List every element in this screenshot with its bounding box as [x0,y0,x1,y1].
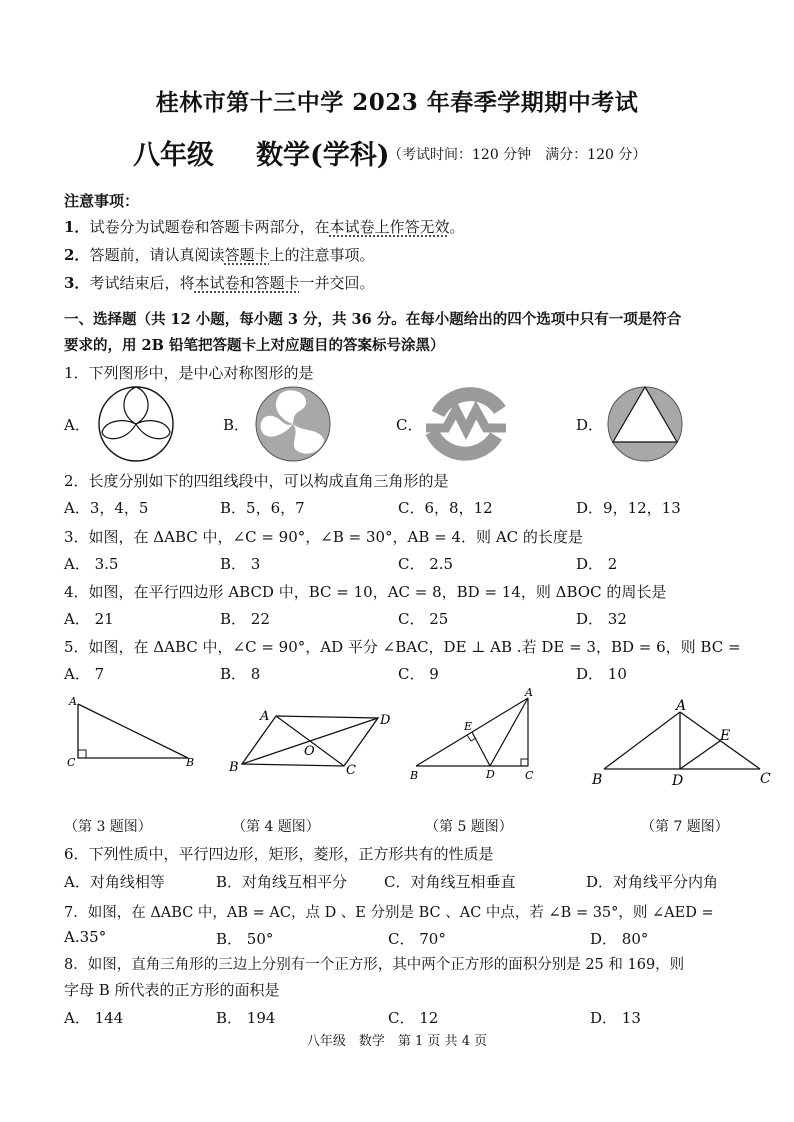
q4-stem: 4．如图，在平行四边形 ABCD 中，BC = 10，AC = 8，BD = 14，则 ΔBOC 的周长是 [64,583,667,601]
q6-option-a[interactable]: A．对角线相等 [64,873,165,891]
note-text: 一并交回。 [299,274,375,292]
q6-stem: 6．下列性质中，平行四边形，矩形，菱形，正方形共有的性质是 [64,845,494,863]
q2-stem: 2．长度分别如下的四组线段中，可以构成直角三角形的是 [64,472,449,490]
q5-option-a[interactable]: A． 7 [64,665,105,683]
q8-option-b[interactable]: B． 194 [216,1009,276,1027]
q5-option-c[interactable]: C． 9 [398,665,439,683]
q4-option-c[interactable]: C． 25 [398,610,449,628]
caption-fig5: （第 5 题图） [425,819,513,835]
fig7-label-b: B [592,772,603,788]
q7-option-c[interactable]: C． 70° [388,930,446,948]
q7-option-a[interactable]: A.35° [64,928,107,946]
q3-option-c[interactable]: C． 2.5 [398,555,454,573]
caption-fig3: （第 3 题图） [64,819,152,835]
note-emphasis: 本试卷和答题卡 [194,274,300,292]
q4-option-b[interactable]: B． 22 [220,610,270,628]
q4-option-a[interactable]: A． 21 [64,610,114,628]
note-emphasis: 本试卷上作答无效 [329,218,450,236]
q3-option-b[interactable]: B． 3 [220,555,261,573]
q2-option-b[interactable]: B．5，6，7 [220,499,305,517]
q5-option-d[interactable]: D． 10 [576,665,627,683]
note-item-1 [64,216,464,237]
note-text: 试卷分为试题卷和答题卡两部分，在 [89,218,330,236]
fig5-label-b: B [410,769,419,782]
figure-q7 [588,698,778,790]
grade-label: 八年级 [133,140,214,171]
fig7-label-d: D [672,773,684,789]
note-num: 3． [64,274,90,292]
section-heading-line2: 要求的，用 2B 铅笔把答题卡上对应题目的答案标号涂黑） [64,337,445,354]
q6-option-c[interactable]: C．对角线互相垂直 [384,873,516,891]
fig4-label-a: A [260,709,270,724]
fig7-label-a: A [676,698,687,714]
q8-stem-line2: 字母 B 所代表的正方形的面积是 [64,981,280,999]
q1-option-d-label[interactable]: D． [576,416,604,434]
q8-option-a[interactable]: A． 144 [64,1009,124,1027]
q8-option-c[interactable]: C． 12 [388,1009,439,1027]
subject-label: 数学(学科) [256,140,390,171]
note-num: 2． [64,246,90,264]
q1-option-a-label[interactable]: A． [64,416,90,434]
note-text: 考试结束后，将 [89,274,195,292]
fig7-label-c: C [760,771,771,787]
page-footer: 八年级 数学 第 1 页 共 4 页 [306,1034,488,1049]
q5-stem: 5．如图，在 ΔABC 中，∠C = 90°，AD 平分 ∠BAC，DE ⊥ AB .若 DE = 3，BD = 6，则 BC = [64,638,741,656]
note-text: 上的注意事项。 [269,246,375,264]
q4-option-d[interactable]: D． 32 [576,610,627,628]
q1-figure-c [420,380,512,466]
q2-option-c[interactable]: C．6，8，12 [398,499,493,517]
fig5-label-c: C [525,769,534,782]
fig5-label-d: D [486,768,495,781]
note-emphasis: 答题卡 [224,246,270,264]
note-item-2 [64,244,374,265]
figure-q5 [404,686,550,786]
q8-option-d[interactable]: D． 13 [590,1009,641,1027]
figure-q3 [62,692,202,778]
fig7-label-e: E [720,728,731,744]
fig3-label-a: A [69,695,77,708]
note-num: 1． [64,218,90,236]
q3-option-a[interactable]: A． 3.5 [64,555,119,573]
q7-option-b[interactable]: B． 50° [216,930,274,948]
q6-option-b[interactable]: B．对角线互相平分 [216,873,348,891]
q6-option-d[interactable]: D．对角线平分内角 [586,873,719,891]
notes-heading: 注意事项： [64,192,140,210]
note-text: 。 [449,218,465,236]
q1-stem: 1．下列图形中，是中心对称图形的是 [64,364,314,382]
fig3-label-c: C [67,756,76,769]
q1-option-b-label[interactable]: B． [223,416,250,434]
caption-fig7: （第 7 题图） [641,819,729,835]
q1-option-c-label[interactable]: C． [396,416,423,434]
figure-q4 [226,704,396,780]
q1-figure-a [92,384,180,464]
fig5-label-e: E [464,720,473,733]
exam-title: 桂林市第十三中学 2023 年春季学期期中考试 [155,89,639,116]
fig4-label-c: C [346,763,356,778]
q7-option-d[interactable]: D． 80° [590,930,649,948]
fig3-label-b: B [186,756,195,769]
caption-fig4: （第 4 题图） [232,819,320,835]
note-text: 答题前，请认真阅读 [89,246,225,264]
fig4-label-d: D [380,713,391,728]
exam-info: （考试时间：120 分钟 满分：120 分） [388,147,647,163]
q7-stem: 7．如图，在 ΔABC 中，AB = AC，点 D 、E 分别是 BC 、AC 中点，若 ∠B = 35°，则 ∠AED = [64,905,714,921]
q3-stem: 3．如图，在 ΔABC 中，∠C = 90°，∠B = 30°，AB = 4．则 AC 的长度是 [64,528,583,546]
q1-figure-d [604,384,686,464]
note-item-3 [64,272,374,293]
section-heading-line1: 一、选择题（共 12 小题，每小题 3 分，共 36 分。在每小题给出的四个选项中只有一项是符合 [64,311,682,328]
q2-option-a[interactable]: A．3，4，5 [64,499,149,517]
q5-option-b[interactable]: B． 8 [220,665,261,683]
fig4-label-o: O [304,744,315,759]
fig5-label-a: A [525,686,533,699]
q1-figure-b [250,384,336,464]
q3-option-d[interactable]: D． 2 [576,555,618,573]
fig4-label-b: B [229,760,239,775]
q2-option-d[interactable]: D．9，12，13 [576,499,681,517]
q8-stem-line1: 8．如图，直角三角形的三边上分别有一个正方形，其中两个正方形的面积分别是 25 和 169，则 [64,957,685,973]
